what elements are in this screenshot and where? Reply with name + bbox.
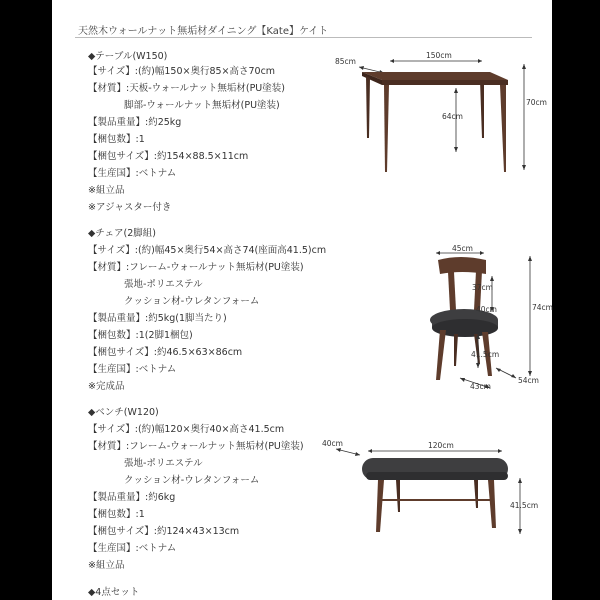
bench-cushion: クッション材-ウレタンフォーム [124,475,260,486]
table-material: 【材質】:天板-ウォールナット無垢材(PU塗装) [88,83,285,94]
bench-packages: 【梱包数】:1 [88,509,145,520]
chair-back-label: 37cm [472,283,493,292]
set-heading: ◆4点セット [88,587,140,598]
chair-illustration [382,240,552,395]
chair-seat-height-label: 41.5cm [471,350,500,359]
product-spec-page [52,0,552,600]
chair-note-complete: ※完成品 [88,381,125,392]
bench-heading: ◆ベンチ(W120) [88,407,159,418]
table-width-label: 150cm [426,51,452,60]
bench-package-size: 【梱包サイズ】:約124×43×13cm [88,526,240,537]
chair-height-label: 74cm [532,303,553,312]
bench-weight: 【製品重量】:約6kg [88,492,176,503]
bench-size: 【サイズ】:(約)幅120×奥行40×高さ41.5cm [88,424,285,435]
table-package-size: 【梱包サイズ】:約154×88.5×11cm [88,151,249,162]
table-note-adjuster: ※アジャスター付き [88,202,172,213]
table-packages: 【梱包数】:1 [88,134,145,145]
chair-size: 【サイズ】:(約)幅45×奥行54×高さ74(座面高41.5)cm [88,245,327,256]
table-illustration [322,42,547,182]
table-leg-height-label: 64cm [442,112,463,121]
title-divider [75,37,532,38]
chair-fabric: 張地-ポリエステル [124,279,203,290]
bench-note-assembly: ※組立品 [88,560,125,571]
table-size: 【サイズ】:(約)幅150×奥行85×高さ70cm [88,66,276,77]
bench-illustration [322,436,542,546]
chair-material: 【材質】:フレーム-ウォールナット無垢材(PU塗装) [88,262,304,273]
bench-material: 【材質】:フレーム-ウォールナット無垢材(PU塗装) [88,441,304,452]
chair-seat-depth-label: 40cm [476,305,497,314]
table-weight: 【製品重量】:約25kg [88,117,182,128]
chair-weight: 【製品重量】:約5kg(1脚当たり) [88,313,227,324]
bench-depth-label: 40cm [322,439,343,448]
table-height-label: 70cm [526,98,547,107]
chair-cushion: クッション材-ウレタンフォーム [124,296,260,307]
chair-heading: ◆チェア(2脚組) [88,228,156,239]
chair-package-size: 【梱包サイズ】:約46.5×63×86cm [88,347,243,358]
bench-fabric: 張地-ポリエステル [124,458,203,469]
table-depth-label: 85cm [335,57,356,66]
chair-width-label: 45cm [452,244,473,253]
chair-packages: 【梱包数】:1(2脚1梱包) [88,330,193,341]
table-origin: 【生産国】:ベトナム [88,168,177,179]
chair-base-depth-label: 54cm [518,376,539,385]
bench-height-label: 41.5cm [510,501,539,510]
page-title: 天然木ウォールナット無垢材ダイニング【Kate】ケイト [78,26,329,37]
chair-origin: 【生産国】:ベトナム [88,364,177,375]
chair-base-width-label: 43cm [470,382,491,391]
bench-origin: 【生産国】:ベトナム [88,543,177,554]
table-heading: ◆テーブル(W150) [88,51,168,62]
table-note-assembly: ※組立品 [88,185,125,196]
table-material-legs: 脚部-ウォールナット無垢材(PU塗装) [124,100,280,111]
bench-width-label: 120cm [428,441,454,450]
